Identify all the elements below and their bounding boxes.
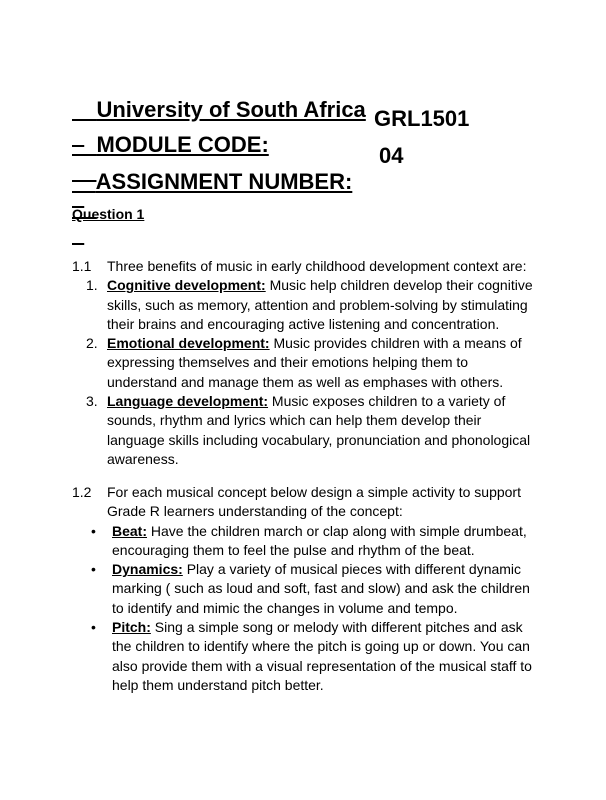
list-item-text: Music provides children with a means of expressing themselves and their emotions helping them to understand and manage them as well as emphases with others.	[107, 335, 522, 390]
activities-list	[72, 522, 542, 696]
bullet-icon: •	[91, 619, 96, 636]
list-item-term: Pitch:	[112, 619, 151, 636]
list-item-text: Music help children develop their cognitive skills, such as memory, attention and problem-solving by stimulating their brains and encouraging active listening and concentration.	[107, 277, 533, 332]
list-item-term: Language development:	[107, 393, 269, 410]
list-item-term: Emotional development:	[107, 335, 270, 352]
section-1-1-number: 1.1	[72, 258, 92, 274]
list-item-text: Play a variety of musical pieces with different dynamic marking ( such as loud and soft, fast and slow) and ask the children to identify and mimic the changes in volume and tempo.	[112, 561, 530, 616]
bullet-icon: •	[91, 561, 96, 578]
list-item	[72, 392, 542, 469]
section-1-1-header	[72, 257, 542, 276]
list-marker: 3.	[86, 393, 98, 410]
list-item-term: Beat:	[112, 522, 148, 539]
list-item-term: Cognitive development:	[107, 277, 266, 294]
list-item-term: Dynamics:	[112, 561, 183, 578]
question-title: Question 1	[72, 206, 145, 222]
bullet-icon: •	[91, 522, 96, 539]
list-item	[72, 560, 542, 618]
list-item-text: Sing a simple song or melody with different pitches and ask the children to identify where the pitch is going up or down. You can also provide them with a visual representation of the musical staff to help them understand pitch better.	[112, 619, 532, 693]
assignment-number-heading	[72, 143, 402, 247]
section-1-1-intro: Three benefits of music in early childhood development context are:	[107, 258, 527, 274]
section-1-1	[72, 257, 542, 469]
list-marker: 1.	[86, 277, 98, 294]
section-1-2-number: 1.2	[72, 484, 92, 500]
benefits-list	[72, 276, 542, 469]
list-item-text: Have the children march or clap along with simple drumbeat, encouraging them to feel the pulse and rhythm of the beat.	[112, 522, 527, 558]
list-marker: 2.	[86, 335, 98, 352]
list-item	[72, 618, 542, 695]
list-item	[72, 334, 542, 392]
university-name: University of South Africa	[96, 97, 366, 122]
list-item	[72, 276, 542, 334]
list-item	[72, 522, 542, 561]
section-1-2-header	[72, 483, 542, 522]
module-code-label: MODULE CODE:	[96, 132, 269, 157]
list-item-text: Music exposes children to a variety of sounds, rhythm and lyrics which can help them develop their language skills including vocabulary, pronunciation and phonological awareness.	[107, 393, 531, 467]
assignment-number-label: ASSIGNMENT NUMBER:	[95, 169, 353, 194]
assignment-number-value: 04	[379, 143, 404, 168]
module-code-value: GRL1501	[374, 106, 470, 131]
section-1-2	[72, 483, 542, 695]
section-1-2-intro: For each musical concept below design a simple activity to support Grade R learners understanding of the concept:	[107, 484, 521, 520]
